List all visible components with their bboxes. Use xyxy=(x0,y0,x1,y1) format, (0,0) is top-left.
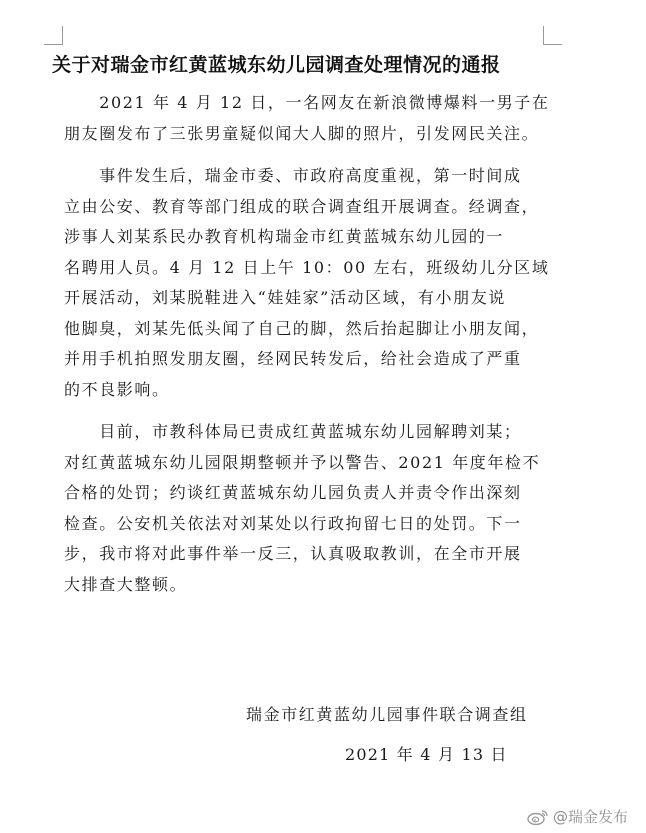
text-line: 检查。公安机关依法对刘某处以行政拘留七日的处罚。下一 xyxy=(64,513,522,533)
text-line: 涉事人刘某系民办教育机构瑞金市红黄蓝城东幼儿园的一 xyxy=(64,227,505,246)
signature: 瑞金市红黄蓝幼儿园事件联合调查组 xyxy=(246,705,528,724)
text-line: 立由公安、教育等部门组成的联合调查组开展调查。经调查， xyxy=(64,196,540,216)
text-line: 名聘用人员。4 月 12 日上午 10：00 左右，班级幼儿分区域 xyxy=(64,257,550,277)
watermark-text: @瑞金发布 xyxy=(552,808,628,826)
crop-mark-top-right xyxy=(543,26,562,45)
text-line: 他脚臭，刘某先低头闻了自己的脚，然后抬起脚让小朋友闻， xyxy=(64,318,540,338)
text-line: 对红黄蓝城东幼儿园限期整顿并予以警告、2021 年度年检不 xyxy=(64,452,541,472)
weibo-icon xyxy=(527,808,549,826)
text-line: 合格的处罚；约谈红黄蓝城东幼儿园负责人并责令作出深刻 xyxy=(64,483,522,502)
document-date: 2021 年 4 月 13 日 xyxy=(345,745,508,764)
paragraph-1 xyxy=(64,88,564,149)
paragraph-3 xyxy=(64,417,564,600)
text-line: 并用手机拍照发朋友圈，经网民转发后，给社会造成了严重 xyxy=(64,349,522,368)
text-line: 目前，市教科体局已责成红黄蓝城东幼儿园解聘刘某； xyxy=(64,422,522,441)
text-line: 步，我市将对此事件举一反三，认真吸取教训，在全市开展 xyxy=(64,544,522,563)
document-body xyxy=(64,88,564,612)
text-line: 朋友圈发布了三张男童疑似闻大人脚的照片，引发网民关注。 xyxy=(64,123,540,143)
document-title: 关于对瑞金市红黄蓝城东幼儿园调查处理情况的通报 xyxy=(52,54,501,76)
watermark xyxy=(527,806,628,827)
text-line: 开展活动，刘某脱鞋进入“娃娃家”活动区域，有小朋友说 xyxy=(64,288,506,307)
text-line: 大排查大整顿。 xyxy=(64,574,188,594)
paragraph-2 xyxy=(64,161,564,405)
crop-mark-top-left xyxy=(44,26,63,45)
text-line: 事件发生后，瑞金市委、市政府高度重视，第一时间成 xyxy=(64,166,522,185)
text-line: 2021 年 4 月 12 日，一名网友在新浪微博爆料一男子在 xyxy=(64,93,550,112)
text-line: 的不良影响。 xyxy=(64,379,170,399)
